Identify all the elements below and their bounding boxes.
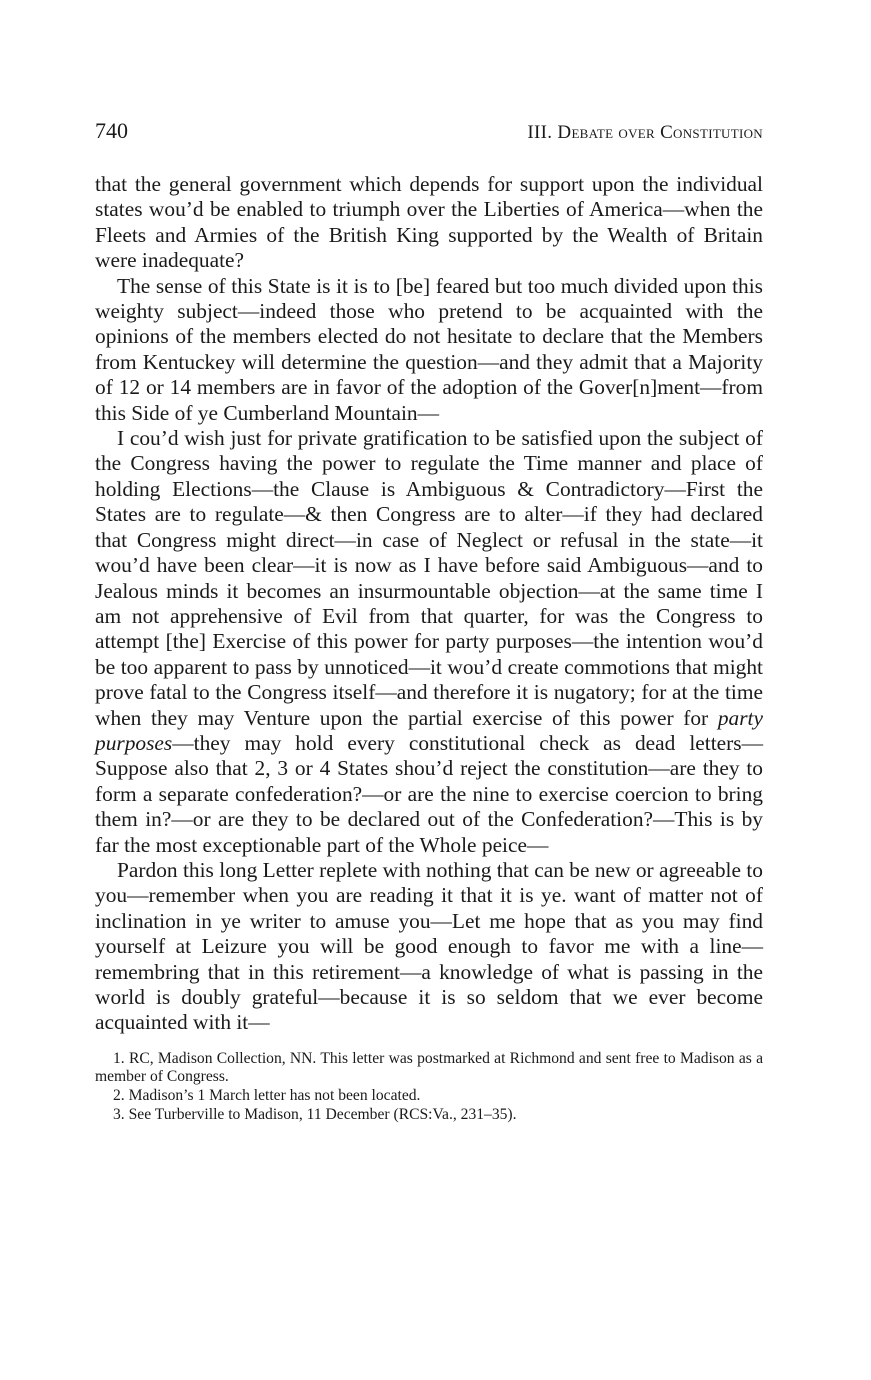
paragraph-2: The sense of this State is it is to [be] feared but too much divided upon this weighty subject—indeed those who pretend to be acquainted with the opinions of the members elected do not hesitate to declare that the Members from Kentuckey will determine the question—and they admit that a Majority of 12 or 14 members are in favor of the adoption of the Gover[n]ment—from this Side of ye Cumberland Mountain— (95, 273, 763, 425)
paragraph-1: that the general government which depends for support upon the individual states wou’d be enabled to triumph over the Liberties of America—when the Fleets and Armies of the British King supported by the Wealth of Britain were inadequate? (95, 172, 763, 273)
paragraph-3-part-1: I cou’d wish just for private gratification to be satisfied upon the subject of the Congress having the power to regulate the Time manner and place of holding Elections—the Clause is Ambiguous & Contradictory—First the States are to regulate—& then Congress are to alter—if they had declared that Congress might direct—in case of Neglect or refusal in the state—it wou’d have been clear—it is now as I have before said Ambiguous—and to Jealous minds it becomes an insurmountable objection—at the same time I am not apprehensive of Evil from that quarter, for was the Congress to attempt [the] Exercise of this power for party purposes—the intention wou’d be too apparent to pass by unnoticed—it wou’d create commotions that might prove fatal to the Congress itself—and therefore it is nugatory; for at the time when they may Venture upon the partial exercise of this power for (95, 426, 763, 730)
footnotes (95, 1050, 763, 1124)
paragraph-4: Pardon this long Letter replete with nothing that can be new or agreeable to you—remember when you are reading it that it is ye. want of matter not of inclination in ye writer to amuse you—Let me hope that as you may find yourself at Leizure you will be good enough to favor me with a line—remembring that in this retirement—a knowledge of what is passing in the world is doubly grateful—because it is so seldom that we ever become acquainted with it— (95, 857, 763, 1035)
footnote-2: 2. Madison’s 1 March letter has not been located. (113, 1087, 421, 1104)
footnote-3: 3. See Turberville to Madison, 11 December (RCS:Va., 231–35). (113, 1105, 517, 1123)
paragraph-3 (95, 426, 763, 858)
letter-body (95, 172, 763, 1036)
page-number: 740 (95, 118, 128, 143)
italic-phrase: party purposes (95, 705, 763, 755)
running-head (95, 118, 763, 152)
footnote-1: 1. RC, Madison Collection, NN. This letter was postmarked at Richmond and sent free to Madison as a member of Congress. (95, 1049, 763, 1086)
section-roman: III. (527, 122, 553, 143)
document-page (95, 118, 763, 1124)
section-title-text: Debate over Constitution (557, 122, 763, 143)
section-title (527, 122, 763, 144)
paragraph-3-part-2: —they may hold every constitutional check as dead letters—Suppose also that 2, 3 or 4 States shou’d reject the constitution—are they to form a separate confederation?—or are the nine to exercise coercion to bring them in?—or are they to be declared out of the Confederation?—This is by far the most exceptionable part of the Whole peice— (95, 730, 763, 857)
